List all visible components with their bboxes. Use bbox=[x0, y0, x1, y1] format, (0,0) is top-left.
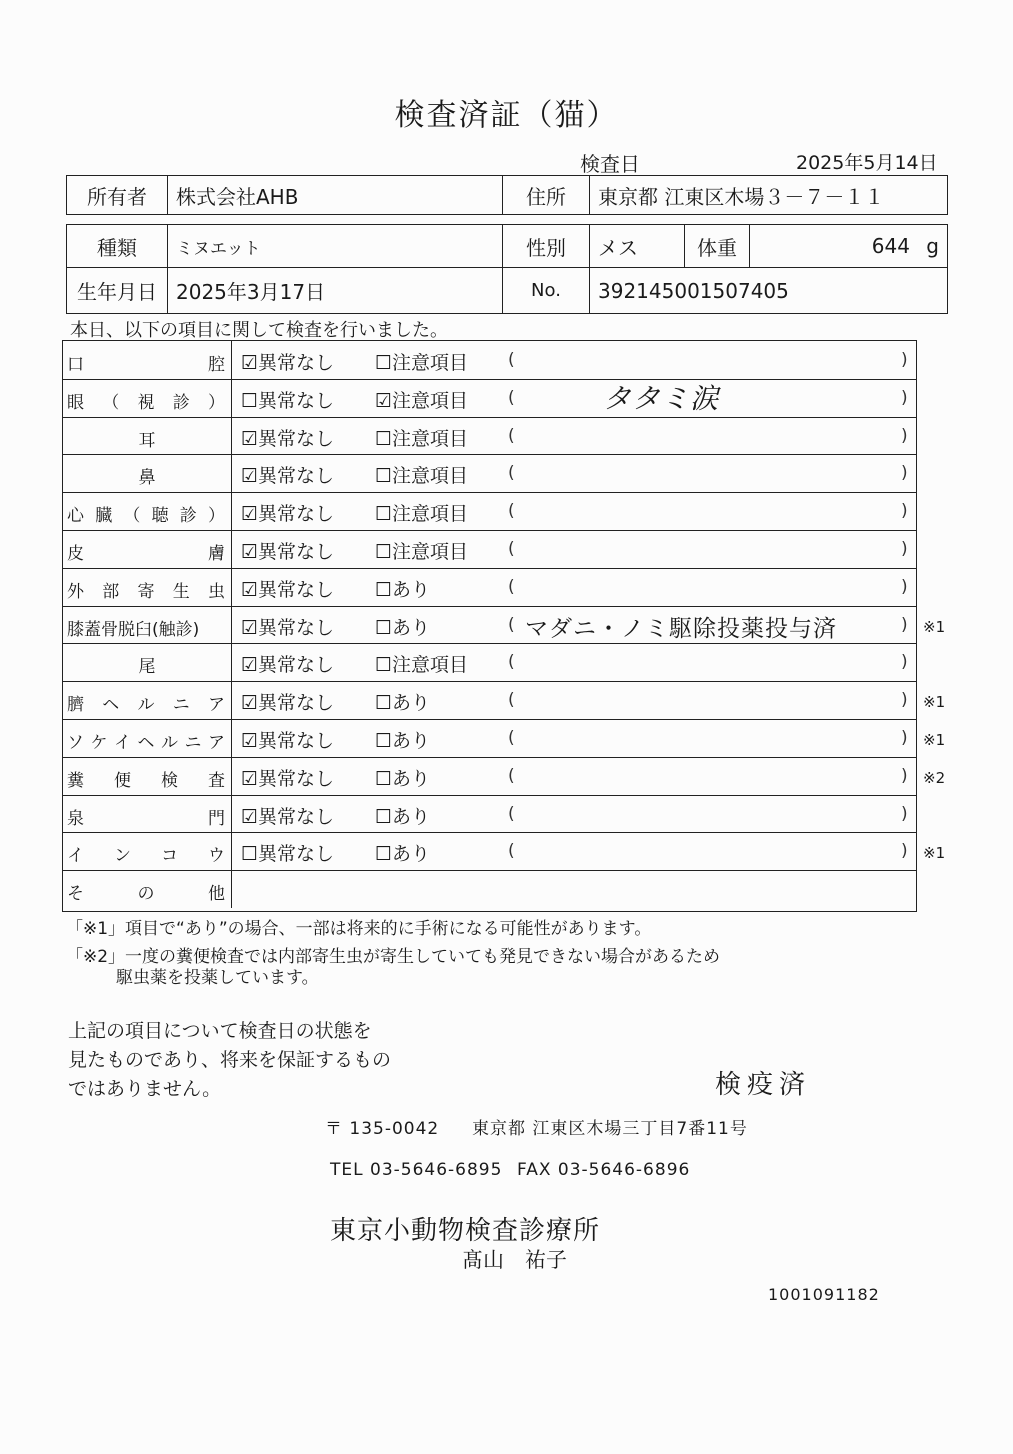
item-name-part: ニ bbox=[184, 733, 202, 753]
paren-open: ( bbox=[508, 387, 515, 408]
item-name-part: ヘ bbox=[137, 733, 155, 753]
item-name bbox=[63, 606, 232, 644]
item-name-part: ル bbox=[137, 695, 155, 716]
paren-close: ) bbox=[901, 463, 908, 484]
address-value: 東京都 江東区木場３－７－１１ bbox=[590, 176, 948, 215]
item-name-part: 膚 bbox=[208, 544, 225, 564]
normal-checkbox[interactable]: ☑異常なし bbox=[241, 578, 335, 601]
normal-checkbox[interactable]: ☑異常なし bbox=[241, 352, 335, 374]
attention-checkbox[interactable]: ☑注意項目 bbox=[375, 389, 469, 412]
item-name-part: 診 bbox=[179, 506, 197, 527]
item-name-part: ） bbox=[208, 392, 225, 413]
birth-value: 2025年3月17日 bbox=[168, 268, 503, 314]
item-name-part: イ bbox=[114, 733, 131, 753]
paren-open: ( bbox=[508, 576, 515, 597]
normal-checkbox[interactable]: ☑異常なし bbox=[241, 730, 335, 752]
item-name bbox=[63, 568, 232, 606]
inspection-row bbox=[63, 643, 916, 682]
serial-number: 1001091182 bbox=[768, 1285, 880, 1304]
item-name-part: ソ bbox=[67, 733, 84, 753]
item-name-part: 虫 bbox=[208, 581, 225, 602]
clinic-tel: TEL 03-5646-6895 bbox=[330, 1160, 503, 1180]
item-name-part: 外 bbox=[67, 581, 84, 602]
item-name-part: 口 bbox=[67, 355, 84, 375]
normal-checkbox[interactable]: ☑異常なし bbox=[241, 805, 335, 828]
paren-open: ( bbox=[508, 350, 515, 370]
attention-checkbox[interactable]: ☐あり bbox=[375, 730, 431, 752]
normal-checkbox[interactable]: ☑異常なし bbox=[241, 692, 335, 715]
item-name-part: 診 bbox=[172, 392, 190, 413]
normal-checkbox[interactable]: ☑異常なし bbox=[241, 616, 335, 639]
footnote-mark: ※1 bbox=[923, 731, 946, 749]
inspection-row bbox=[63, 757, 946, 796]
footnote-mark: ※2 bbox=[923, 768, 946, 787]
paren-close: ) bbox=[901, 425, 908, 446]
item-name-part: 眼 bbox=[67, 392, 84, 413]
paren-open: ( bbox=[508, 539, 515, 559]
attention-checkbox[interactable]: ☐注意項目 bbox=[375, 427, 469, 450]
address-label: 住所 bbox=[503, 176, 590, 215]
inspection-row bbox=[63, 795, 916, 834]
paren-open: ( bbox=[508, 841, 515, 862]
item-note: マダニ・ノミ駆除投薬投与済 bbox=[525, 615, 837, 642]
item-name-part: ル bbox=[161, 733, 178, 753]
item-name bbox=[63, 681, 232, 719]
intro-text: 本日、以下の項目に関して検査を行いました。 bbox=[70, 320, 448, 341]
item-name-part: 臓 bbox=[95, 506, 113, 527]
item-name-part: 臍 bbox=[67, 695, 84, 716]
inspection-row bbox=[63, 568, 916, 607]
item-name bbox=[63, 417, 232, 455]
item-name-part: 膝蓋骨脱臼(触診) bbox=[67, 619, 200, 640]
normal-checkbox[interactable]: ☑異常なし bbox=[241, 654, 335, 677]
weight-label: 体重 bbox=[685, 225, 750, 268]
attention-checkbox[interactable]: ☐あり bbox=[375, 578, 431, 601]
item-name-part: ア bbox=[208, 733, 225, 753]
paren-open: ( bbox=[508, 765, 515, 786]
weight-value: 644 bbox=[871, 234, 910, 258]
exam-date: 2025年5月14日 bbox=[796, 152, 938, 174]
document-title: 検査済証（猫） bbox=[394, 98, 619, 133]
paren-close: ) bbox=[901, 690, 908, 711]
item-name-part: 部 bbox=[102, 581, 120, 602]
item-name-part: ア bbox=[208, 695, 225, 716]
exam-date-label: 検査日 bbox=[580, 152, 640, 176]
paren-close: ) bbox=[901, 387, 908, 408]
inspection-row bbox=[63, 832, 946, 871]
item-name bbox=[63, 530, 232, 568]
attention-checkbox[interactable]: ☐あり bbox=[375, 767, 431, 790]
paren-open: ( bbox=[508, 614, 515, 635]
item-name bbox=[63, 757, 232, 795]
disclaimer: 上記の項目について検査日の状態を 見たものであり、将来を保証するもの ではありません。 bbox=[68, 1020, 392, 1100]
item-name-part: 査 bbox=[208, 770, 225, 791]
clinic-fax: FAX 03-5646-6896 bbox=[517, 1160, 691, 1180]
paren-close: ) bbox=[901, 501, 908, 522]
footnote-2-continued: 駆虫薬を投薬しています。 bbox=[116, 968, 319, 988]
paren-open: ( bbox=[508, 803, 515, 824]
item-name-part: 鼻 bbox=[138, 468, 156, 489]
item-name-part: 尾 bbox=[138, 657, 156, 678]
attention-checkbox[interactable]: ☐注意項目 bbox=[375, 465, 469, 488]
item-name-part: の bbox=[137, 884, 155, 905]
item-name-part: ） bbox=[207, 506, 225, 527]
item-name-part: 耳 bbox=[138, 430, 156, 451]
inspection-row bbox=[63, 379, 916, 418]
inspection-row bbox=[63, 454, 916, 493]
item-name-part: （ bbox=[102, 392, 120, 413]
animal-table bbox=[66, 224, 948, 314]
birth-label: 生年月日 bbox=[67, 268, 168, 314]
normal-checkbox[interactable]: ☐異常なし bbox=[241, 843, 335, 866]
attention-checkbox[interactable]: ☐注意項目 bbox=[375, 352, 469, 374]
number-value: 392145001507405 bbox=[590, 268, 948, 314]
item-name bbox=[63, 795, 232, 833]
paren-close: ) bbox=[901, 841, 908, 862]
item-name-part: 心 bbox=[67, 506, 84, 527]
paren-close: ) bbox=[901, 614, 908, 635]
normal-checkbox[interactable]: ☑異常なし bbox=[241, 541, 335, 563]
attention-checkbox[interactable]: ☐あり bbox=[375, 692, 431, 715]
breed-label: 種類 bbox=[67, 225, 168, 268]
item-name-part: ン bbox=[114, 846, 131, 867]
owner-label: 所有者 bbox=[67, 176, 168, 215]
item-name bbox=[63, 492, 232, 530]
item-name-part: 視 bbox=[137, 392, 155, 413]
paren-close: ) bbox=[901, 803, 908, 824]
footnote-2: 「※2」一度の糞便検査では内部寄生虫が寄生していても発見できない場合があるため bbox=[66, 947, 721, 967]
item-name-part: 生 bbox=[172, 581, 190, 602]
item-name-part: ケ bbox=[90, 733, 108, 753]
paren-close: ) bbox=[901, 765, 908, 786]
attention-checkbox[interactable]: ☐あり bbox=[375, 843, 431, 866]
paren-close: ) bbox=[901, 539, 908, 559]
item-name-part: ウ bbox=[208, 846, 225, 867]
normal-checkbox[interactable]: ☑異常なし bbox=[241, 503, 335, 526]
item-name-part: 皮 bbox=[67, 544, 84, 564]
inspection-row bbox=[63, 870, 916, 908]
inspection-row bbox=[63, 492, 916, 531]
owner-value: 株式会社AHB bbox=[168, 176, 503, 215]
item-name bbox=[63, 643, 232, 681]
item-name-part: 寄 bbox=[137, 581, 155, 602]
breed-value: ミヌエット bbox=[168, 225, 503, 268]
item-name-part: ニ bbox=[172, 695, 190, 716]
item-name-part: 検 bbox=[161, 770, 178, 791]
attention-checkbox[interactable]: ☐注意項目 bbox=[375, 503, 469, 526]
inspection-row bbox=[63, 530, 916, 569]
paren-open: ( bbox=[508, 463, 515, 484]
inspection-row bbox=[63, 681, 946, 720]
item-name-part: イ bbox=[67, 846, 84, 867]
item-name-part: そ bbox=[67, 884, 84, 905]
quarantine-stamp: 検疫済 bbox=[715, 1070, 812, 1100]
item-name-part: 糞 bbox=[67, 770, 84, 791]
owner-table bbox=[66, 175, 948, 215]
attention-checkbox[interactable]: ☐注意項目 bbox=[375, 654, 469, 677]
inspection-row bbox=[63, 606, 946, 645]
sex-value: メス bbox=[590, 225, 685, 268]
paren-close: ) bbox=[901, 652, 908, 673]
weight-unit: g bbox=[926, 234, 939, 258]
attention-checkbox[interactable]: ☐注意項目 bbox=[375, 541, 469, 563]
paren-open: ( bbox=[508, 728, 515, 748]
item-name bbox=[63, 341, 232, 379]
paren-open: ( bbox=[508, 652, 515, 673]
item-name-part: コ bbox=[161, 846, 178, 867]
clinic-address: 東京都 江東区木場三丁目7番11号 bbox=[472, 1119, 748, 1139]
item-name-part: 他 bbox=[208, 884, 225, 905]
clinic-name: 東京小動物検査診療所 bbox=[330, 1216, 601, 1246]
item-name bbox=[63, 379, 232, 417]
paren-close: ) bbox=[901, 728, 908, 748]
postal-code: 〒 135-0042 bbox=[325, 1119, 440, 1139]
inspection-grid bbox=[62, 340, 946, 912]
item-name-part: 腔 bbox=[208, 355, 225, 375]
inspection-row bbox=[63, 417, 916, 456]
inspection-row bbox=[63, 719, 946, 758]
paren-close: ) bbox=[901, 350, 908, 370]
item-name-part: ヘ bbox=[102, 695, 120, 716]
footnote-1: 「※1」項目で“あり”の場合、一部は将来的に手術になる可能性があります。 bbox=[66, 919, 652, 939]
normal-checkbox[interactable]: ☑異常なし bbox=[241, 465, 335, 488]
sex-label: 性別 bbox=[503, 225, 590, 268]
weight-cell bbox=[750, 225, 948, 268]
veterinarian-name: 髙山 祐子 bbox=[462, 1248, 567, 1272]
normal-checkbox[interactable]: ☑異常なし bbox=[241, 767, 335, 790]
attention-checkbox[interactable]: ☐あり bbox=[375, 805, 431, 828]
footnote-mark: ※1 bbox=[923, 617, 946, 636]
item-name-part: 泉 bbox=[67, 808, 84, 829]
paren-open: ( bbox=[508, 501, 515, 522]
inspection-row bbox=[63, 341, 916, 380]
normal-checkbox[interactable]: ☐異常なし bbox=[241, 389, 335, 412]
item-name-part: （ bbox=[123, 506, 141, 527]
item-name-part: 便 bbox=[114, 770, 131, 791]
handwritten-note: タタミ涙 bbox=[603, 381, 720, 415]
paren-close: ) bbox=[901, 576, 908, 597]
paren-open: ( bbox=[508, 690, 515, 711]
item-name-part: 聴 bbox=[151, 506, 169, 527]
attention-checkbox[interactable]: ☐あり bbox=[375, 616, 431, 639]
item-name bbox=[63, 454, 232, 492]
item-name-part: 門 bbox=[208, 808, 225, 829]
item-name bbox=[63, 719, 232, 757]
footnote-mark: ※1 bbox=[923, 693, 946, 712]
number-label: No. bbox=[503, 268, 590, 314]
paren-open: ( bbox=[508, 425, 515, 446]
footnote-mark: ※1 bbox=[923, 844, 946, 863]
item-name bbox=[63, 832, 232, 870]
item-name bbox=[63, 870, 232, 908]
normal-checkbox[interactable]: ☑異常なし bbox=[241, 427, 335, 450]
